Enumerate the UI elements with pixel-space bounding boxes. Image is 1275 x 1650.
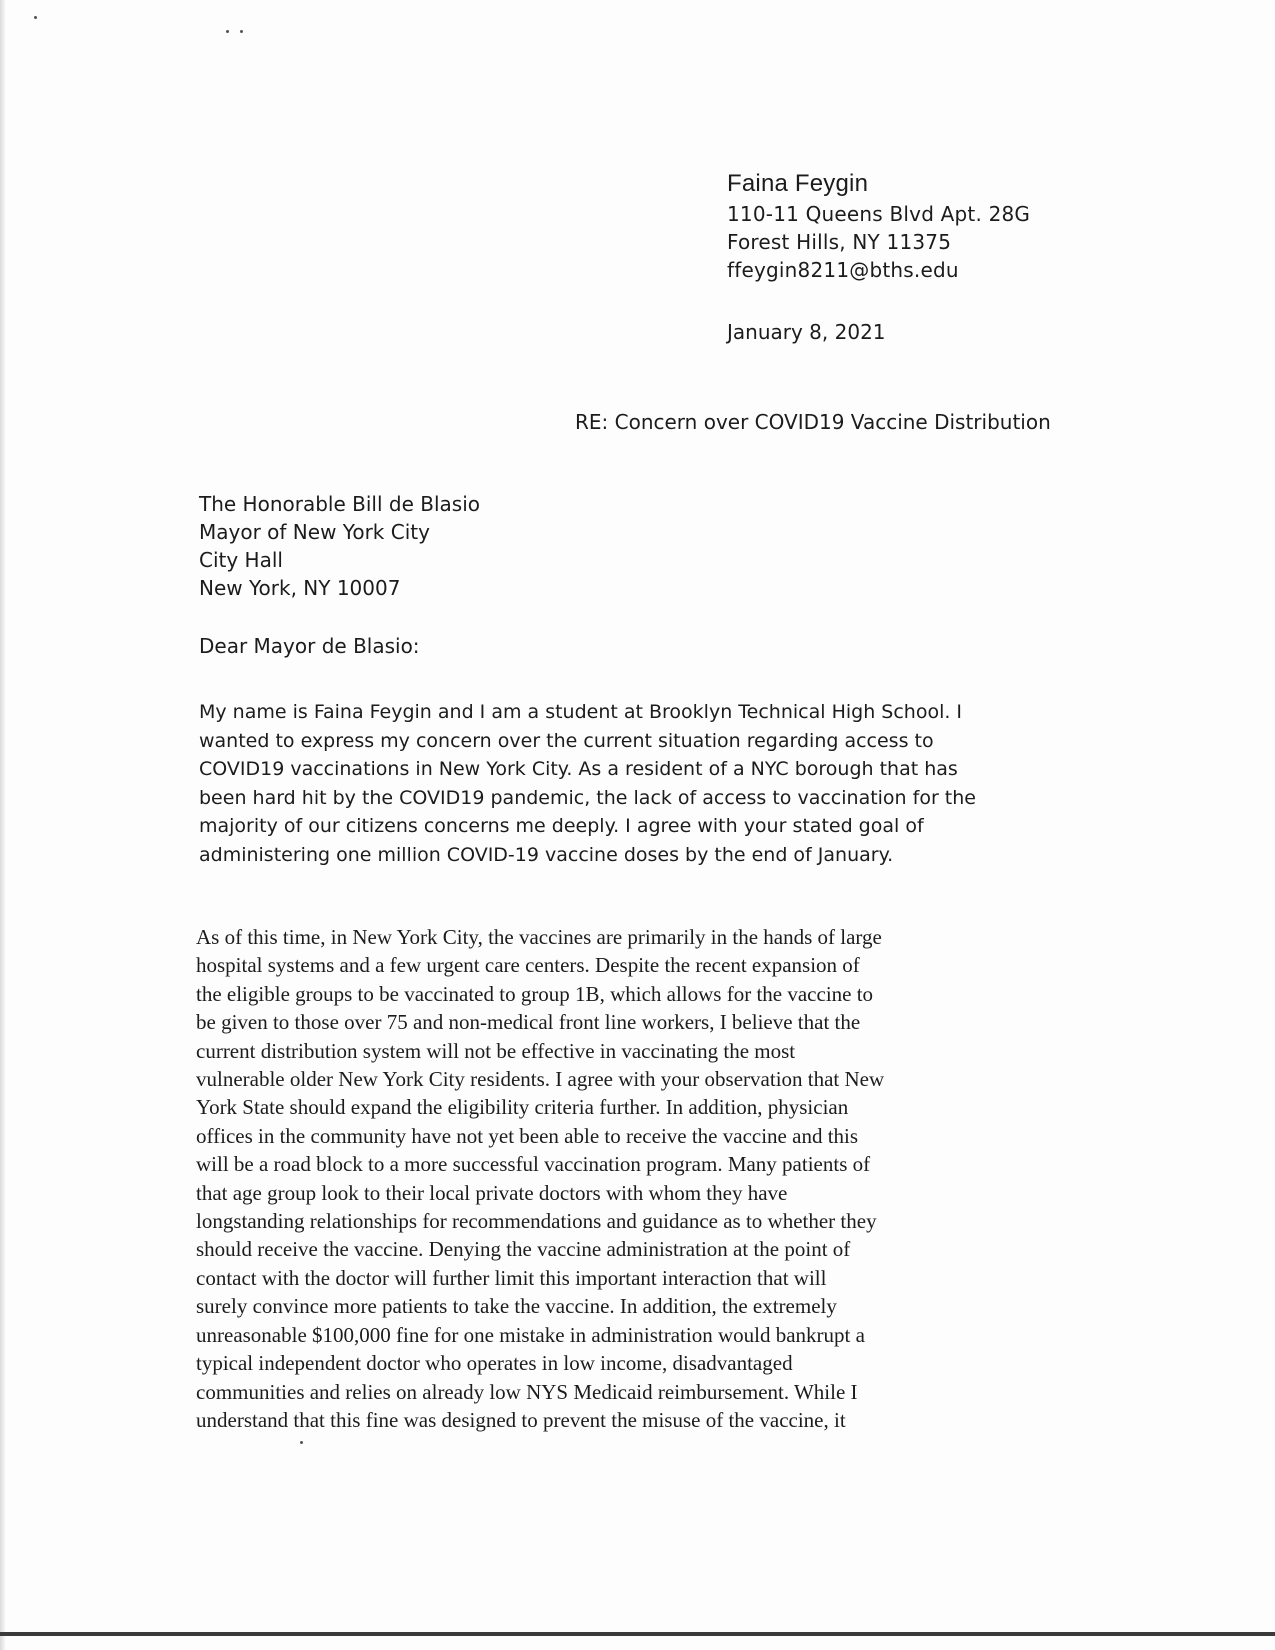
paragraph-line: be given to those over 75 and non-medical front line workers, I believe that the <box>196 1010 861 1035</box>
paragraph-line: the eligible groups to be vaccinated to group 1B, which allows for the vaccine to <box>196 981 874 1006</box>
paragraph-2 <box>196 923 1116 1434</box>
paragraph-line: typical independent doctor who operates in low income, disadvantaged <box>196 1351 793 1376</box>
paragraph-line: COVID19 vaccinations in New York City. As a resident of a NYC borough that has <box>199 758 958 780</box>
recipient-block <box>199 490 480 602</box>
scan-speck <box>240 30 243 33</box>
letter-date: January 8, 2021 <box>727 320 886 344</box>
paragraph-line: vulnerable older New York City residents. I agree with your observation that New <box>196 1067 885 1092</box>
paragraph-line: My name is Faina Feygin and I am a student at Brooklyn Technical High School. I <box>199 701 963 723</box>
recipient-line2: Mayor of New York City <box>199 520 430 544</box>
paragraph-line: been hard hit by the COVID19 pandemic, the lack of access to vaccination for the <box>199 786 976 809</box>
recipient-line3: City Hall <box>199 548 283 572</box>
subject-line: RE: Concern over COVID19 Vaccine Distribution <box>575 410 1051 434</box>
paragraph-line: York State should expand the eligibility criteria further. In addition, physician <box>196 1095 849 1120</box>
scan-speck <box>226 30 229 33</box>
recipient-line4: New York, NY 10007 <box>199 576 401 600</box>
sender-name: Faina Feygin <box>727 170 869 197</box>
sender-block <box>727 168 1030 284</box>
sender-email: ffeygin8211@bths.edu <box>727 258 959 282</box>
paragraph-line: current distribution system will not be effective in vaccinating the most <box>196 1038 796 1063</box>
paragraph-line: offices in the community have not yet been able to receive the vaccine and this <box>196 1123 859 1148</box>
paragraph-line: hospital systems and a few urgent care centers. Despite the recent expansion of <box>196 953 860 978</box>
scan-speck <box>300 1441 303 1444</box>
salutation: Dear Mayor de Blasio: <box>199 634 420 658</box>
paragraph-line: unreasonable $100,000 fine for one mistake in administration would bankrupt a <box>196 1322 865 1347</box>
page-bottom-edge <box>0 1632 1275 1636</box>
paragraph-line: understand that this fine was designed to prevent the misuse of the vaccine, it <box>196 1407 846 1432</box>
sender-address-line2: Forest Hills, NY 11375 <box>727 230 952 254</box>
paragraph-line: surely convince more patients to take the vaccine. In addition, the extremely <box>196 1294 837 1319</box>
paragraph-line: wanted to express my concern over the current situation regarding access to <box>199 729 934 752</box>
paragraph-line: should receive the vaccine. Denying the vaccine administration at the point of <box>196 1237 851 1262</box>
paragraph-line: contact with the doctor will further limit this important interaction that will <box>196 1265 827 1290</box>
paragraph-line: administering one million COVID-19 vaccine doses by the end of January. <box>199 843 894 866</box>
paragraph-1 <box>199 698 1099 869</box>
paragraph-line: majority of our citizens concerns me deeply. I agree with your stated goal of <box>199 815 924 837</box>
scan-speck <box>34 16 37 19</box>
scan-left-edge <box>0 0 6 1650</box>
paragraph-line: As of this time, in New York City, the vaccines are primarily in the hands of large <box>196 925 882 949</box>
paragraph-line: will be a road block to a more successful vaccination program. Many patients of <box>196 1152 871 1177</box>
paragraph-line: longstanding relationships for recommendations and guidance as to whether they <box>196 1209 877 1234</box>
sender-address-line1: 110-11 Queens Blvd Apt. 28G <box>727 202 1031 226</box>
recipient-line1: The Honorable Bill de Blasio <box>199 492 480 516</box>
paragraph-line: communities and relies on already low NYS Medicaid reimbursement. While I <box>196 1379 858 1404</box>
paragraph-line: that age group look to their local private doctors with whom they have <box>196 1180 788 1205</box>
